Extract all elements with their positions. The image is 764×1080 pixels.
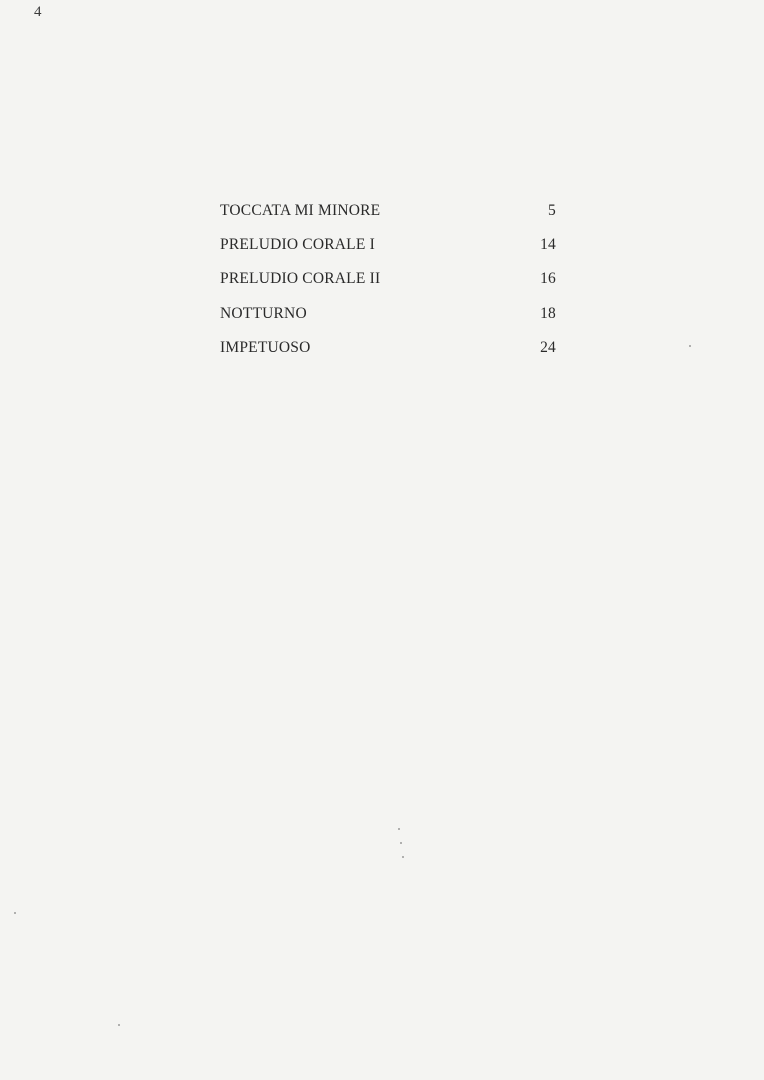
paper-speck [118, 1024, 120, 1026]
toc-entry-title: NOTTURNO [220, 304, 307, 322]
toc-entry-title: TOCCATA MI MINORE [220, 202, 381, 219]
toc-entry-title: PRELUDIO CORALE I [220, 236, 375, 254]
paper-speck [402, 856, 404, 858]
toc-entry [220, 200, 560, 234]
paper-speck [14, 912, 16, 914]
toc-entry-page: 24 [540, 338, 556, 356]
page-number: 4 [34, 4, 42, 20]
toc-entry [220, 337, 560, 371]
toc-entry [220, 234, 560, 268]
paper-speck [400, 842, 402, 844]
paper-speck [398, 828, 400, 830]
toc-entry [220, 303, 560, 337]
table-of-contents [220, 200, 560, 371]
toc-entry-page: 16 [540, 270, 556, 288]
toc-entry-page: 5 [548, 202, 556, 219]
toc-entry [220, 268, 560, 302]
toc-entry-title: IMPETUOSO [220, 338, 311, 356]
toc-entry-title: PRELUDIO CORALE II [220, 270, 381, 288]
toc-entry-page: 18 [540, 304, 556, 322]
toc-entry-page: 14 [540, 236, 556, 254]
paper-speck [689, 345, 691, 347]
